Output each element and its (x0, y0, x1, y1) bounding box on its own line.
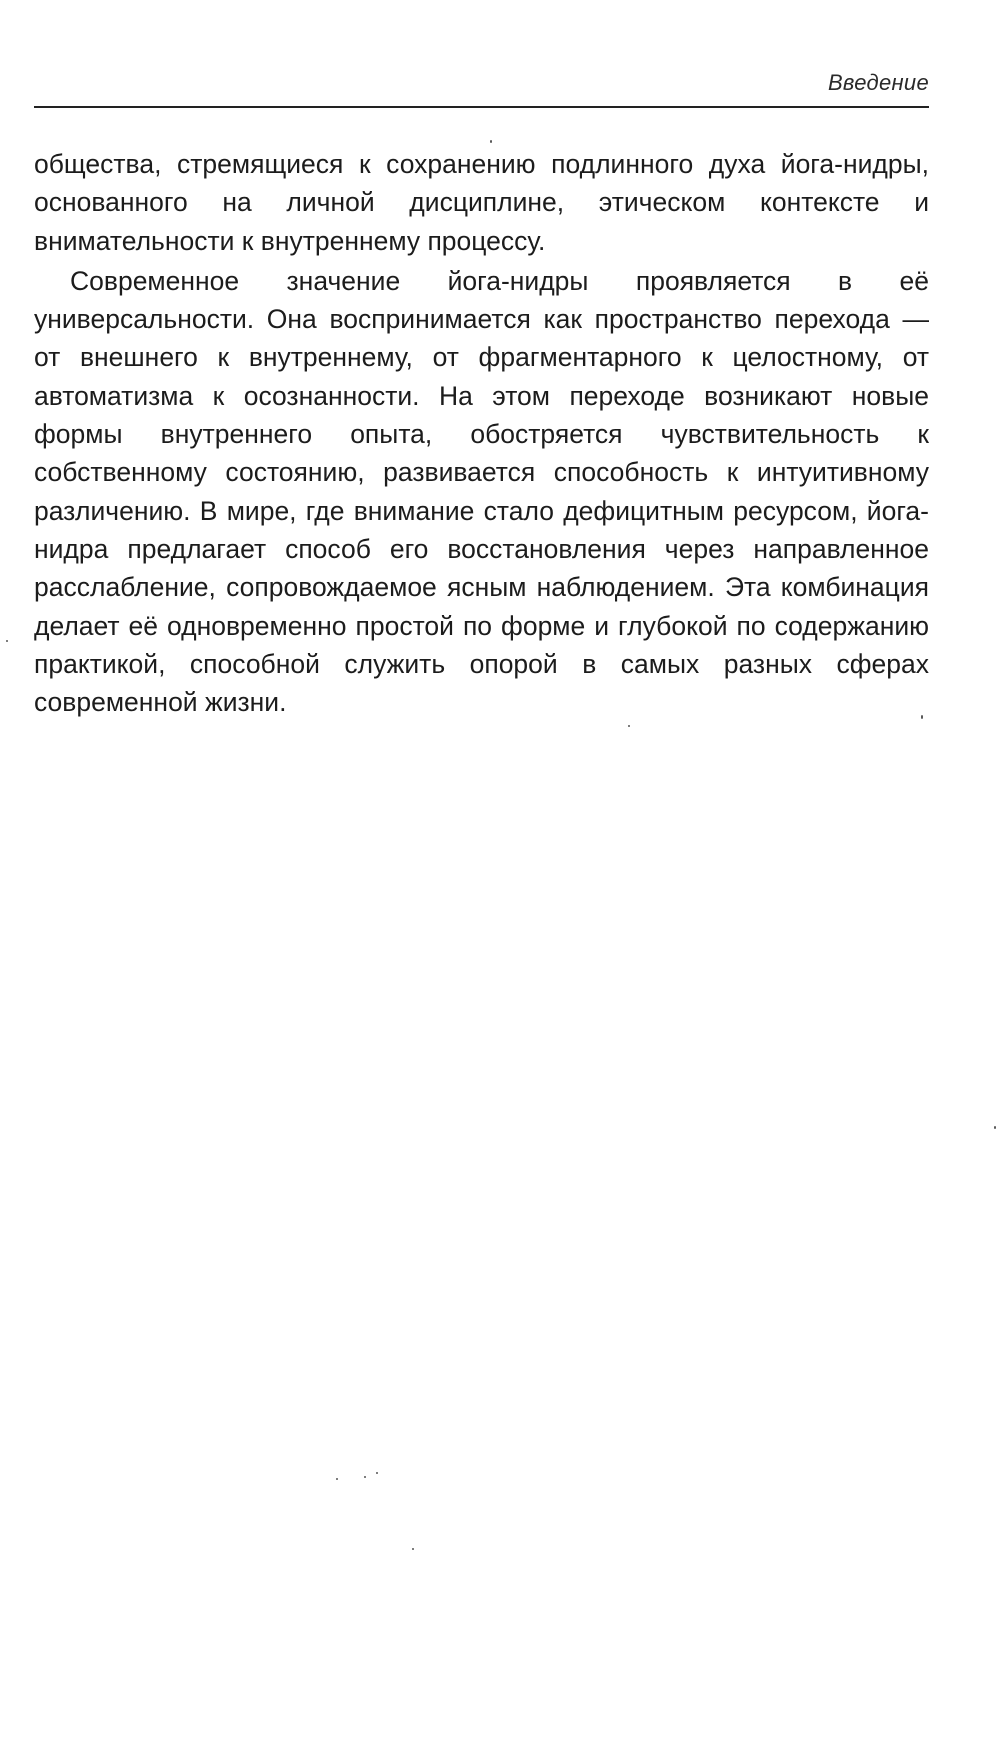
running-header (34, 62, 929, 108)
body-text (34, 145, 929, 721)
scan-speck (490, 140, 492, 143)
scan-speck (6, 640, 8, 642)
scan-speck (921, 715, 923, 719)
scan-speck (376, 1472, 378, 1474)
scan-speck (364, 1476, 366, 1478)
paragraph: Современное значение йога-нидры проявляется в её универсальности. Она воспринимается как пространство перехода — от внешнего к внутреннему, от фрагментарного к целостному, от автоматизма к осознанности. На этом переходе возникают новые формы внутреннего опыта, обостряется чувствительность к собственному состоянию, развивается способность к интуитивному различению. В мире, где внимание стало дефицитным ресурсом, йога-нидра предлагает способ его восстановления через направленное расслабление, сопровождаемое ясным наблюдением. Эта комбинация делает её одновременно простой по форме и глубокой по содержанию практикой, способной служить опорой в самых разных сферах современной жизни. (34, 265, 929, 718)
paragraph-continued: общества, стремящиеся к сохранению подлинного духа йога-нидры, основанного на личной дисциплине, этическом контексте и внимательности к внутреннему процессу. (34, 149, 929, 256)
scan-speck (628, 725, 630, 727)
scan-speck (994, 1126, 996, 1129)
header-rule (34, 106, 929, 108)
scan-speck (336, 1478, 338, 1480)
scan-speck (412, 1548, 414, 1550)
running-title: Введение (827, 70, 929, 95)
